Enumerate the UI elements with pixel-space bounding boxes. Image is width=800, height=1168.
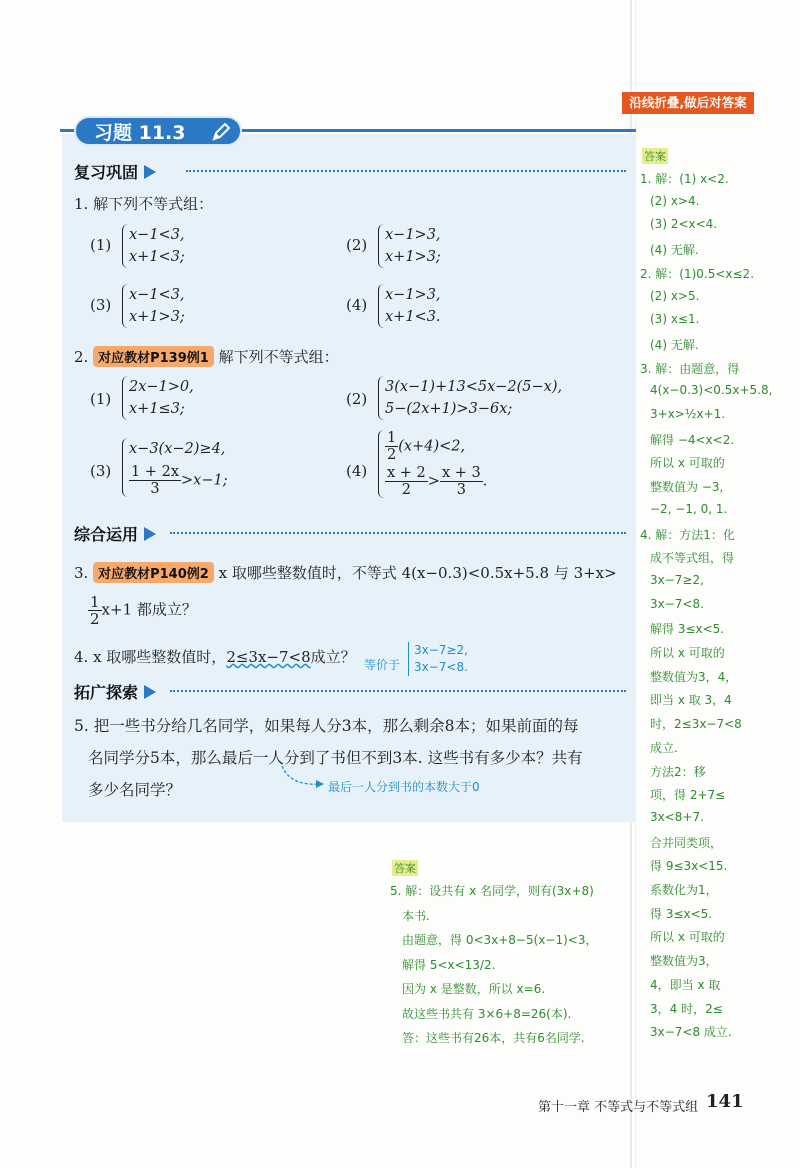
answer-line: 本书. bbox=[402, 908, 430, 923]
q3-text1: x 取哪些整数值时，不等式 4(x−0.3)<0.5x+5.8 与 3+x> bbox=[218, 564, 617, 582]
answer-line: 合并同类项， bbox=[650, 835, 723, 850]
answer-line: 3x−7<8. bbox=[650, 596, 704, 611]
q1-p4-line2: x+1<3. bbox=[385, 309, 441, 325]
fold-tag: 沿线折叠,做后对答案 bbox=[622, 92, 754, 114]
q2-p2-system bbox=[378, 376, 562, 420]
fraction-denominator: 3 bbox=[456, 482, 466, 498]
page-number: 141 bbox=[706, 1091, 744, 1112]
answer-line: (4) 无解. bbox=[650, 243, 699, 258]
q4-text: 4. x 取哪些整数值时， bbox=[74, 648, 227, 666]
q2-p3-rest: >x−1; bbox=[181, 472, 228, 489]
section-review-label: 复习巩固 bbox=[74, 163, 139, 182]
fraction bbox=[385, 465, 428, 498]
section-review bbox=[74, 160, 156, 183]
q1-p2-line2: x+1>3; bbox=[385, 249, 441, 265]
fraction-numerator: x + 3 bbox=[441, 465, 481, 481]
answer-line: 3+x>½x+1. bbox=[650, 407, 726, 421]
answer-line: 整数值为3，4， bbox=[650, 669, 738, 684]
answer-line: 3x<8+7. bbox=[650, 809, 704, 824]
fraction bbox=[88, 594, 102, 627]
q2-p1-label: (1) bbox=[90, 390, 112, 408]
q1-p1-line1: x−1<3, bbox=[129, 227, 185, 243]
answer-line: 成立. bbox=[650, 740, 678, 755]
q2-textbook-tag: 对应教材P139例1 bbox=[93, 346, 214, 367]
arrow-right-icon bbox=[144, 685, 156, 699]
answer-line: 3x−7<8 成立. bbox=[650, 1025, 732, 1040]
q1-p4-line1: x−1>3, bbox=[385, 287, 441, 303]
exercise-title bbox=[74, 116, 242, 146]
q1-p3-label: (3) bbox=[90, 296, 112, 314]
answer-line: 故这些书共有 3×6+8=26(本). bbox=[402, 1006, 572, 1021]
section-apply bbox=[74, 522, 156, 545]
q1-p2-system bbox=[378, 224, 441, 268]
answer-line: 方法2：移 bbox=[650, 764, 706, 779]
q5-line1: 5. 把一些书分给几名同学，如果每人分3本，那么剩余8本；如果前面的每 bbox=[74, 717, 579, 735]
answer-line: 4. 解：方法1：化 bbox=[640, 527, 735, 542]
answer-line: 所以 x 可取的 bbox=[650, 456, 725, 471]
answers-title: 答案 bbox=[644, 150, 666, 163]
q1-p3-line1: x−1<3, bbox=[129, 287, 185, 303]
answer-line: (2) x>5. bbox=[650, 288, 700, 303]
q4-annotation bbox=[364, 656, 400, 673]
arrow-right-icon bbox=[144, 165, 156, 179]
q3-line1 bbox=[74, 562, 617, 583]
answer-line: 解得 3≤x<5. bbox=[650, 622, 725, 637]
q2-stem: 解下列不等式组： bbox=[218, 348, 339, 366]
answer-line: 所以 x 可取的 bbox=[650, 930, 725, 945]
q3-line2 bbox=[88, 594, 197, 627]
q4-anno-line2: 3x−7<8. bbox=[414, 660, 468, 674]
answer-line: 得 9≤3x<15. bbox=[650, 859, 728, 874]
q5-annotation: 最后一人分到书的本数大于0 bbox=[328, 780, 480, 794]
section-divider bbox=[186, 170, 626, 172]
chapter-footer: 第十一章 不等式与不等式组 bbox=[538, 1100, 699, 1115]
q2-p4-end: . bbox=[482, 473, 488, 490]
answer-line: 因为 x 是整数，所以 x=6. bbox=[402, 982, 546, 996]
answer-line: 3. 解：由题意，得 bbox=[640, 361, 740, 376]
q4-anno-line1: 3x−7≥2, bbox=[414, 643, 468, 657]
answer-line: (2) x>4. bbox=[650, 193, 700, 208]
section-divider bbox=[170, 532, 626, 534]
answers-bottom-title: 答案 bbox=[394, 862, 416, 875]
q4-expression: 2≤3x−7<8 bbox=[226, 648, 311, 666]
fraction bbox=[440, 465, 483, 498]
answer-line: 所以 x 可取的 bbox=[650, 646, 725, 660]
q1-p1-label: (1) bbox=[90, 236, 112, 254]
q2-p3-system bbox=[122, 438, 228, 497]
q2-p3-line2 bbox=[129, 464, 228, 497]
pencil-icon bbox=[210, 121, 232, 143]
answer-line: 2. 解：(1)0.5<x≤2. bbox=[640, 266, 755, 281]
answer-line: 4(x−0.3)<0.5x+5.8, bbox=[650, 383, 773, 398]
q1-p3-system bbox=[122, 284, 185, 328]
q1-p3-line2: x+1>3; bbox=[129, 309, 185, 325]
fraction bbox=[385, 430, 398, 463]
annotation-arrow-icon bbox=[280, 764, 330, 790]
q3-textbook-tag: 对应教材P140例2 bbox=[93, 562, 214, 583]
q1-p4-system bbox=[378, 284, 441, 328]
q2-p1-line2: x+1≤3; bbox=[129, 401, 185, 417]
q1-p2-label: (2) bbox=[346, 236, 368, 254]
q2-p2-line1: 3(x−1)+13<5x−2(5−x), bbox=[385, 379, 563, 395]
q2-p2-label: (2) bbox=[346, 390, 368, 408]
fraction-numerator: 1 bbox=[387, 430, 397, 446]
answer-line: 4，即当 x 取 bbox=[650, 977, 721, 992]
q1-p4-label: (4) bbox=[346, 296, 368, 314]
answer-line: 项，得 2+7≤ bbox=[650, 788, 726, 803]
answer-line: 5. 解：设共有 x 名同学，则有(3x+8) bbox=[390, 884, 594, 898]
fraction-denominator: 2 bbox=[401, 482, 411, 498]
q2-p4-line1 bbox=[385, 430, 487, 463]
answer-line: 成不等式组，得 bbox=[650, 551, 735, 566]
answer-line: 由题意，得 0<3x+8−5(x−1)<3， bbox=[402, 933, 598, 947]
fraction-numerator: 1 bbox=[90, 593, 100, 611]
fraction-denominator: 3 bbox=[150, 481, 160, 497]
fraction-denominator: 2 bbox=[90, 610, 100, 628]
q3-number: 3. bbox=[74, 564, 89, 582]
answer-line: 系数化为1， bbox=[650, 883, 718, 897]
q2-p1-line1: 2x−1>0, bbox=[129, 379, 194, 395]
arrow-right-icon bbox=[144, 527, 156, 541]
q4-end: 成立？ bbox=[310, 648, 356, 666]
answer-line: 1. 解：(1) x<2. bbox=[640, 172, 729, 186]
fraction-numerator: x + 2 bbox=[387, 465, 426, 481]
q2-p3-line1: x−3(x−2)≥4, bbox=[129, 441, 226, 457]
section-extend-label: 拓广探索 bbox=[74, 683, 139, 702]
answer-line: 3，4 时，2≤ bbox=[650, 1001, 723, 1016]
q4-anno-label: 等价于 bbox=[364, 658, 401, 672]
answer-line: 答：这些书有26本，共有6名同学. bbox=[402, 1031, 585, 1045]
q3-text2: x+1 都成立？ bbox=[101, 600, 197, 619]
fraction bbox=[129, 464, 181, 497]
q2-p1-system bbox=[122, 376, 194, 420]
q2-p3-label: (3) bbox=[90, 462, 112, 480]
answer-line: (4) 无解. bbox=[650, 337, 699, 352]
fraction-numerator: 1 + 2x bbox=[131, 464, 179, 480]
q2-header bbox=[74, 346, 339, 367]
q2-p4-system bbox=[378, 430, 487, 498]
q2-p4-line2 bbox=[385, 465, 487, 498]
answer-line: 解得 −4<x<2. bbox=[650, 432, 735, 447]
fraction-denominator: 2 bbox=[387, 447, 397, 463]
q2-p2-line2: 5−(2x+1)>3−6x; bbox=[385, 401, 513, 417]
q1-p1-system bbox=[122, 224, 185, 268]
answer-line: (3) 2<x<4. bbox=[650, 217, 718, 232]
q2-p4-rest1: (x+4)<2, bbox=[398, 438, 466, 455]
answer-line: 解得 5<x<13/2. bbox=[402, 957, 496, 972]
answer-line: 得 3≤x<5. bbox=[650, 906, 713, 921]
exercise-title-text: 习题 11.3 bbox=[94, 122, 186, 144]
answer-line: 即当 x 取 3，4 bbox=[650, 693, 732, 708]
q5-line2: 名同学分5本，那么最后一人分到了书但不到3本. 这些书有多少本？共有 bbox=[88, 749, 583, 767]
section-divider bbox=[170, 690, 626, 692]
q2-p4-label: (4) bbox=[346, 462, 368, 480]
q4-anno-system bbox=[408, 642, 468, 676]
answer-line: 时，2≤3x−7<8 bbox=[650, 717, 742, 732]
q5-line3: 多少名同学？ bbox=[88, 781, 182, 799]
answer-line: 整数值为3， bbox=[650, 954, 718, 969]
answer-line: −2, −1, 0, 1. bbox=[650, 501, 728, 516]
section-apply-label: 综合运用 bbox=[74, 525, 139, 544]
answer-line: 整数值为 −3, bbox=[650, 480, 724, 495]
q2-number: 2. bbox=[74, 348, 89, 366]
q4-line bbox=[74, 646, 356, 667]
answer-line: 3x−7≥2, bbox=[650, 572, 704, 587]
q1-p2-line1: x−1>3, bbox=[385, 227, 441, 243]
section-extend bbox=[74, 680, 156, 703]
q1-stem: 1. 解下列不等式组： bbox=[74, 195, 214, 213]
q2-p4-op: > bbox=[427, 473, 440, 490]
q1-p1-line2: x+1<3; bbox=[129, 249, 185, 265]
answer-line: (3) x≤1. bbox=[650, 312, 700, 327]
